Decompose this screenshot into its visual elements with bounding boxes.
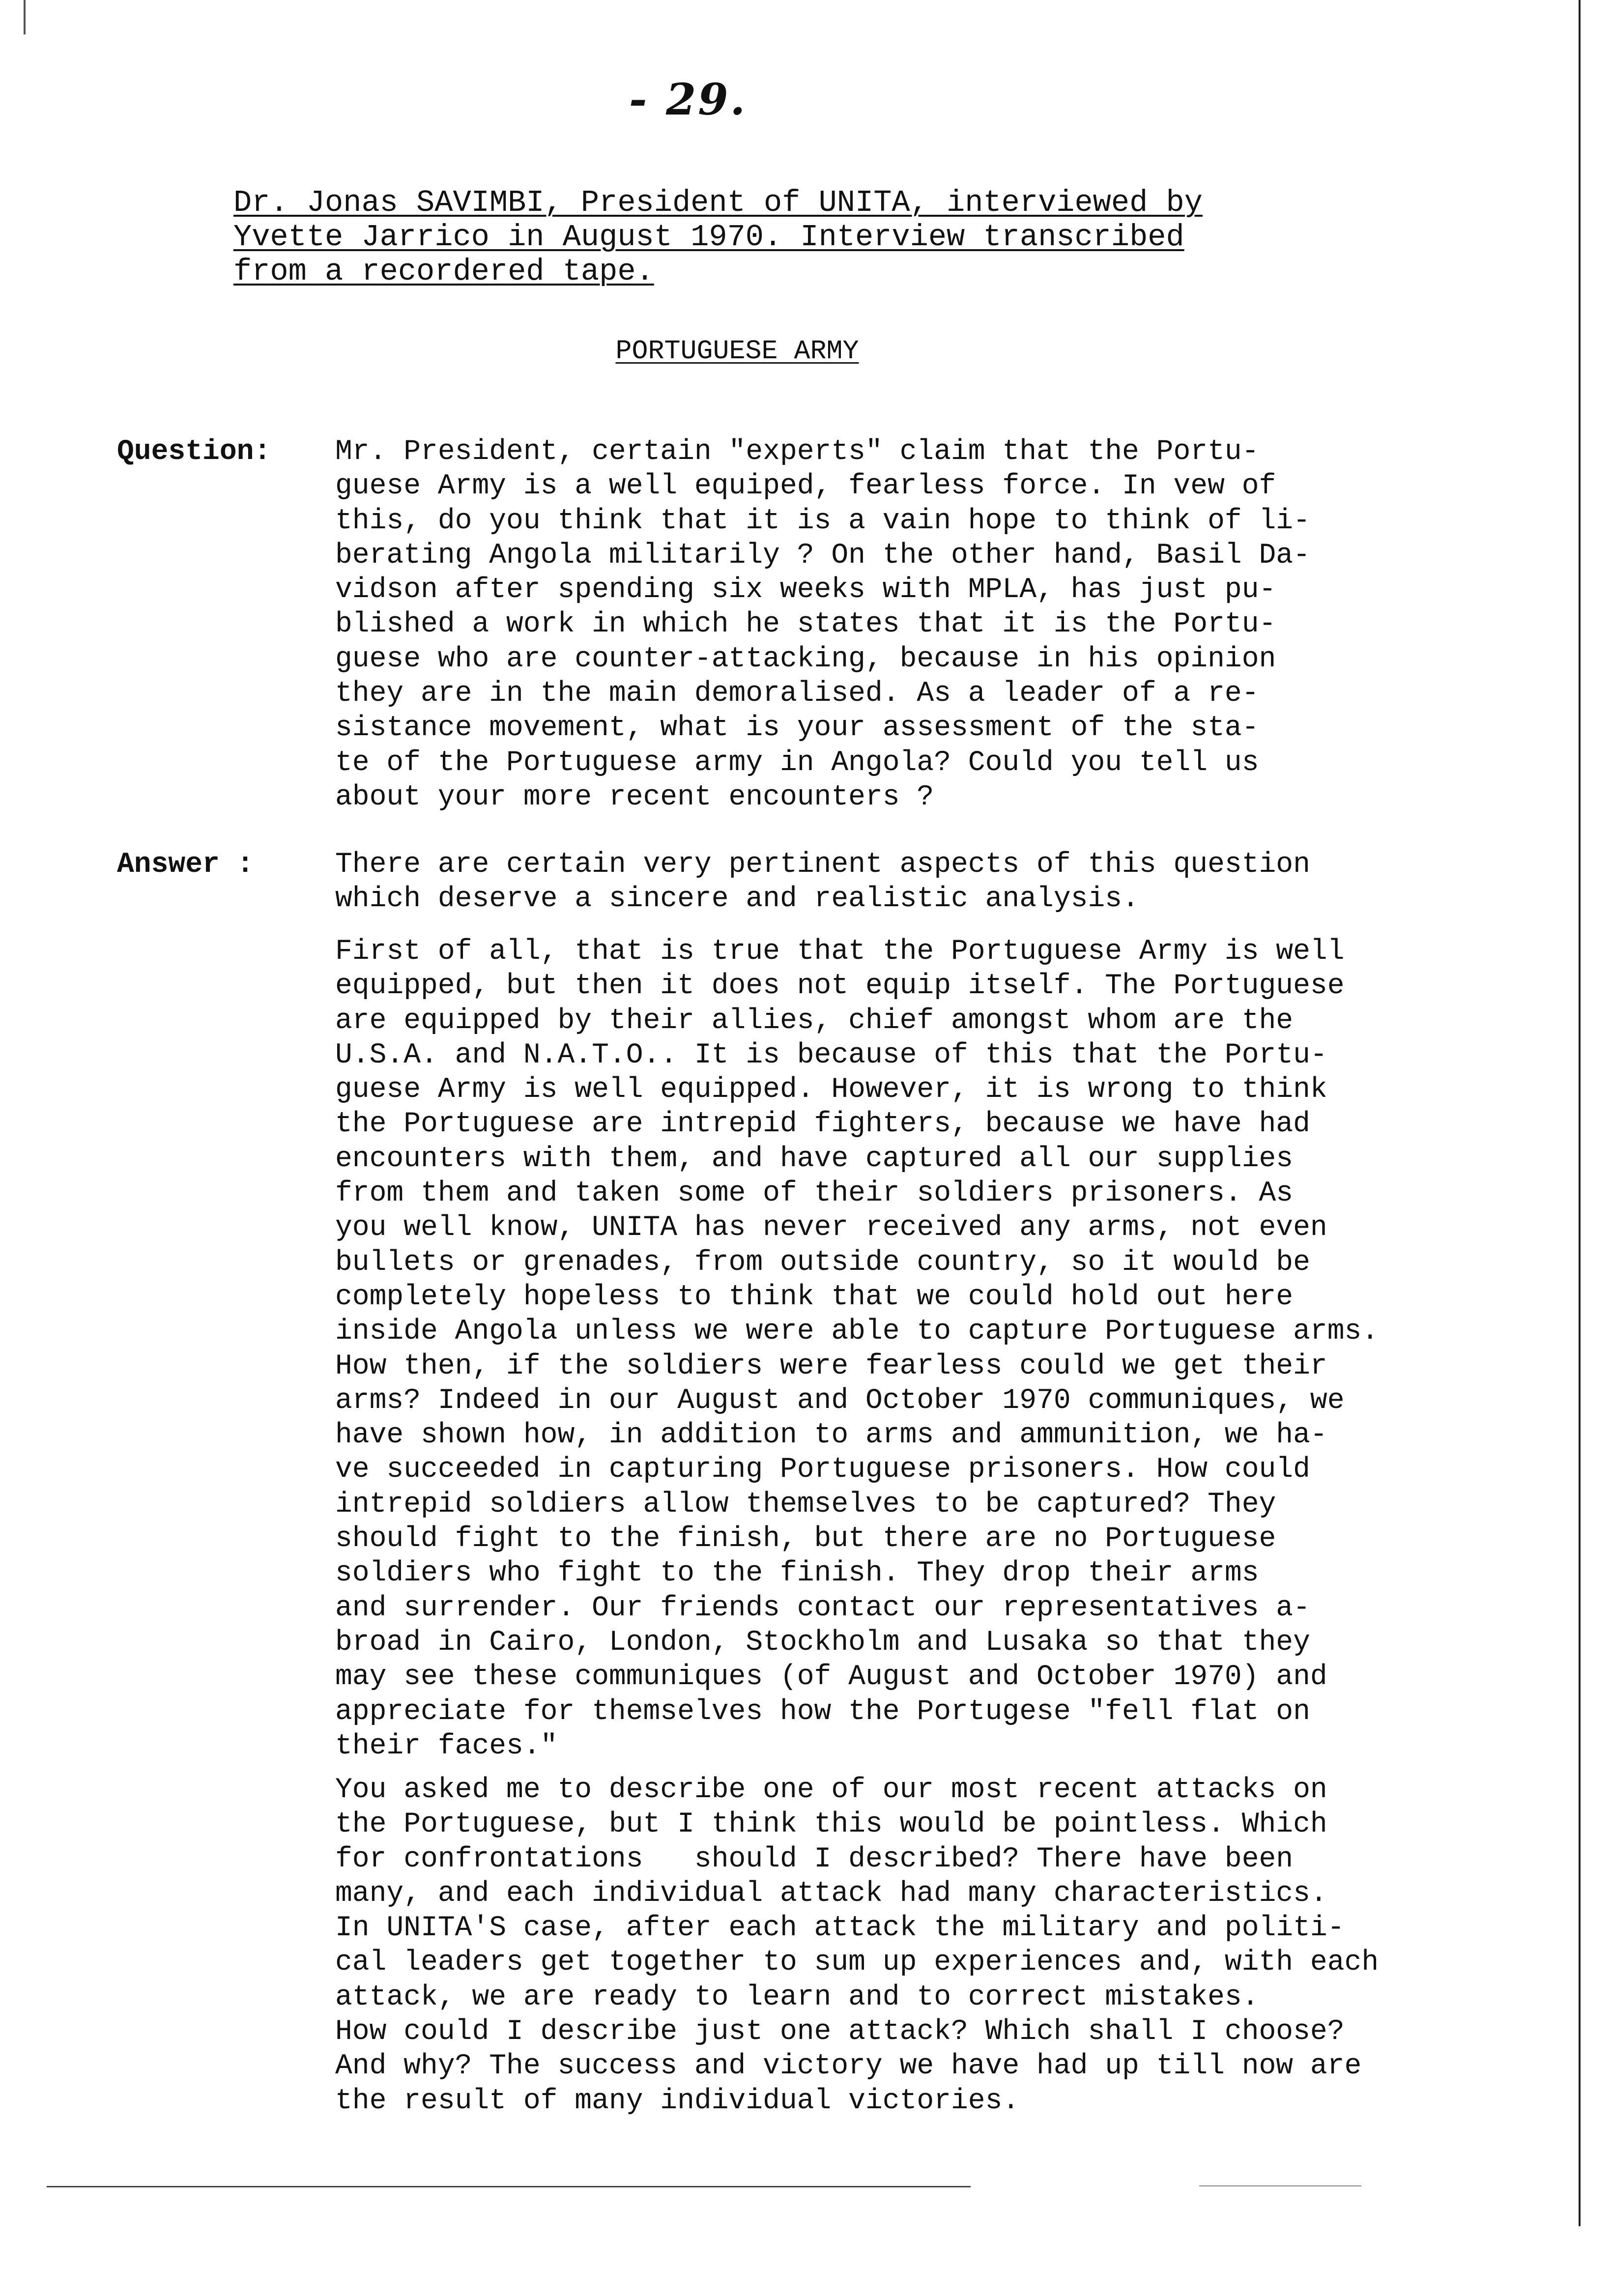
- text-line: bullets or grenades, from outside country, so it would be: [335, 1246, 1310, 1279]
- text-line: should fight to the finish, but there are no Portuguese: [335, 1523, 1276, 1555]
- text-line: completely hopeless to think that we could hold out here: [335, 1281, 1294, 1313]
- text-line: and surrender. Our friends contact our representatives a-: [335, 1592, 1310, 1624]
- footer-rule: [47, 2186, 971, 2187]
- text-line: the Portuguese are intrepid fighters, because we have had: [335, 1108, 1310, 1141]
- heading-line: Dr. Jonas SAVIMBI, President of UNITA, interviewed by: [233, 185, 1203, 220]
- answer-paragraph-1: [335, 848, 1549, 917]
- text-line: How then, if the soldiers were fearless could we get their: [335, 1350, 1327, 1382]
- text-line: Mr. President, certain "experts" claim that the Portu-: [335, 436, 1259, 468]
- text-line: cal leaders get together to sum up experiences and, with each: [335, 1947, 1379, 1979]
- page-number: - 29.: [629, 74, 748, 125]
- answer-paragraph-2: [335, 935, 1549, 1764]
- answer-label: Answer :: [117, 849, 254, 881]
- text-line: about your more recent encounters ?: [335, 781, 934, 813]
- text-line: you well know, UNITA has never received any arms, not even: [335, 1212, 1327, 1244]
- text-line: vidson after spending six weeks with MPLA, has just pu-: [335, 574, 1276, 606]
- text-line: soldiers who fight to the finish. They drop their arms: [335, 1557, 1259, 1590]
- text-line: this, do you think that it is a vain hope to think of li-: [335, 505, 1310, 537]
- text-line: for confrontations should I described? There have been: [335, 1843, 1294, 1875]
- text-line: attack, we are ready to learn and to correct mistakes.: [335, 1981, 1259, 2013]
- text-line: many, and each individual attack had many characteristics.: [335, 1877, 1327, 1910]
- text-line: inside Angola unless we were able to capture Portuguese arms.: [335, 1316, 1379, 1348]
- text-line: guese who are counter-attacking, because in his opinion: [335, 643, 1276, 675]
- text-line: ve succeeded in capturing Portuguese prisoners. How could: [335, 1454, 1310, 1486]
- text-line: appreciate for themselves how the Portugese "fell flat on: [335, 1695, 1310, 1728]
- text-line: And why? The success and victory we have had up till now are: [335, 2050, 1362, 2083]
- text-line: There are certain very pertinent aspects of this question: [335, 849, 1310, 881]
- text-line: equipped, but then it does not equip itself. The Portuguese: [335, 970, 1345, 1003]
- text-line: How could I describe just one attack? Which shall I choose?: [335, 2016, 1345, 2048]
- text-line: intrepid soldiers allow themselves to be captured? They: [335, 1488, 1276, 1521]
- heading-line: from a recordered tape.: [233, 254, 654, 289]
- text-line: are equipped by their allies, chief amongst whom are the: [335, 1004, 1294, 1037]
- text-line: which deserve a sincere and realistic analysis.: [335, 883, 1139, 916]
- text-line: te of the Portuguese army in Angola? Could you tell us: [335, 746, 1259, 779]
- text-line: blished a work in which he states that it is the Portu-: [335, 608, 1276, 641]
- text-line: guese Army is a well equiped, fearless force. In vew of: [335, 470, 1276, 503]
- answer-paragraph-3: [335, 1773, 1549, 2119]
- text-line: In UNITA'S case, after each attack the military and politi-: [335, 1912, 1345, 1945]
- text-line: sistance movement, what is your assessment of the sta-: [335, 712, 1259, 745]
- section-title: PORTUGUESE ARMY: [615, 336, 859, 367]
- text-line: they are in the main demoralised. As a leader of a re-: [335, 678, 1259, 710]
- heading-line: Yvette Jarrico in August 1970. Interview transcribed: [233, 220, 1184, 255]
- text-line: arms? Indeed in our August and October 1970 communiques, we: [335, 1384, 1345, 1417]
- document-heading: [233, 186, 1290, 289]
- text-line: have shown how, in addition to arms and ammunition, we ha-: [335, 1419, 1327, 1452]
- scan-edge-mark: [24, 0, 26, 34]
- text-line: guese Army is well equipped. However, it is wrong to think: [335, 1074, 1327, 1106]
- text-line: broad in Cairo, London, Stockholm and Lusaka so that they: [335, 1626, 1310, 1659]
- text-line: the Portuguese, but I think this would be pointless. Which: [335, 1808, 1327, 1841]
- page-right-edge: [1579, 0, 1581, 2226]
- text-line: may see these communiques (of August and October 1970) and: [335, 1661, 1327, 1693]
- text-line: You asked me to describe one of our most recent attacks on: [335, 1774, 1327, 1806]
- text-line: the result of many individual victories.: [335, 2085, 1020, 2117]
- text-line: their faces.": [335, 1730, 558, 1762]
- text-line: encounters with them, and have captured all our supplies: [335, 1143, 1294, 1175]
- question-label: Question:: [117, 436, 271, 468]
- text-line: First of all, that is true that the Portuguese Army is well: [335, 936, 1345, 968]
- text-line: berating Angola militarily ? On the other hand, Basil Da-: [335, 539, 1310, 572]
- footer-rule-right: [1199, 2185, 1361, 2186]
- text-line: U.S.A. and N.A.T.O.. It is because of this that the Portu-: [335, 1039, 1327, 1071]
- text-line: from them and taken some of their soldiers prisoners. As: [335, 1177, 1294, 1210]
- question-text: [335, 435, 1549, 815]
